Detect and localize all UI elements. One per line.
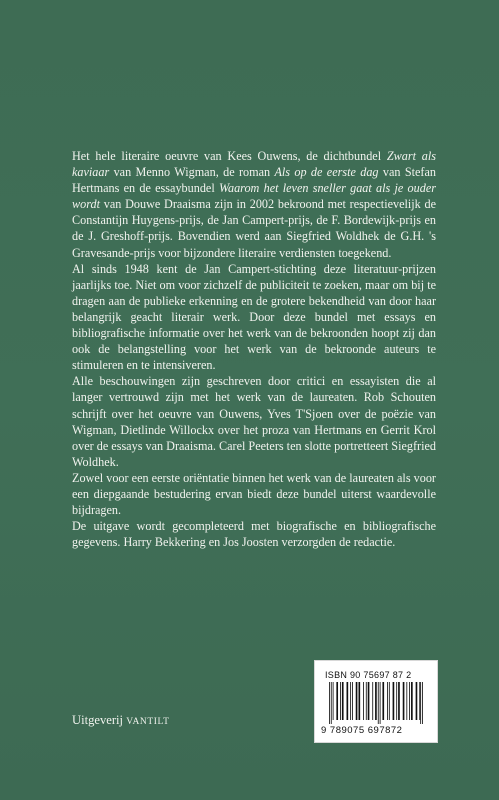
blurb-text [72, 148, 436, 550]
barcode-icon [329, 682, 425, 724]
blurb-paragraph-3: Alle beschouwingen zijn geschreven door critici en essayisten die al langer vertrouwd zijn met het werk van de laureaten. Rob Schouten schrijft over het oeuvre van Ouwens, Yves T'Sjoen over de poëzie van Wigman, Dietlinde Willockx over het proza van Hertmans en Gerrit Krol over de essays van Draaisma. Carel Peeters ten slotte portretteert Siegfried Woldhek. [72, 374, 436, 469]
barcode-bar [363, 682, 364, 720]
barcode-bar [387, 682, 388, 720]
blurb-text-span: Het hele literaire oeuvre van Kees Ouwens, de dichtbundel [72, 149, 387, 163]
blurb-paragraph-2: Al sinds 1948 kent de Jan Campert-stichting deze literatuur-prijzen jaarlijks toe. Niet om voor zichzelf de publiciteit te zoeken, maar om bij te dragen aan de publieke erkenning en de grotere bekendheid van door haar belangrijk geacht literair werk. Door deze bundel met essays en bibliografische informatie over het werk van de bekroonden hoopt zij dan ook de belangstelling voor het werk van de bekroonde auteurs te stimuleren en te intensiveren. [72, 261, 436, 373]
barcode-bar [422, 682, 423, 724]
barcode-bar [331, 682, 332, 724]
barcode-bar [350, 682, 351, 720]
blurb-text-span: van Douwe Draaisma zijn in 2002 bekroond met respectievelijk de Constantijn Huygens-prijs, de Jan Campert-prijs, de F. Bordewijk-prijs en de J. Greshoff-prijs. Bovendien werd aan Siegfried Woldhek de G.H. 's Gravesande-prijs voor bijzondere literaire verdiensten toegekend. [72, 197, 436, 260]
barcode-bar [382, 682, 384, 720]
barcode-bar [340, 682, 341, 720]
ean-number: 9 789075 697872 [321, 725, 403, 736]
barcode-bar [378, 682, 379, 724]
book-title-als-op-de-eerste-dag: Als op de eerste dag [274, 165, 379, 180]
barcode-bar [396, 682, 397, 720]
barcode-bar [398, 682, 400, 720]
barcode-bar [333, 682, 334, 720]
book-title-waarom-het-leven: Waarom het leven sneller gaat als je ouder wordt [72, 181, 436, 212]
isbn-number: ISBN 90 75697 87 2 [325, 670, 412, 680]
barcode-bar [380, 682, 381, 724]
book-title-zwart-als-kaviaar: Zwart als kaviaar [72, 149, 436, 180]
blurb-text-span: van Stefan Hertmans en de essaybundel [72, 165, 436, 196]
barcode-bar [372, 682, 373, 720]
blurb-text-span: van Menno Wigman, de roman [109, 165, 275, 180]
barcode-bar [419, 682, 420, 720]
barcode-bar [406, 682, 407, 720]
publisher-imprint [72, 713, 169, 728]
barcode-bar [403, 682, 405, 720]
blurb-paragraph-5: De uitgave wordt gecompleteerd met biografische en bibliografische gegevens. Harry Bekkering en Jos Joosten verzorgden de redactie. [72, 519, 436, 550]
barcode-bar [411, 682, 413, 720]
barcode-bar [347, 682, 349, 720]
blurb-paragraph-4: Zowel voor een eerste oriëntatie binnen het werk van de laureaten als voor een diepgaande bestudering ervan biedt deze bundel uiterst waardevolle bijdragen. [72, 470, 436, 518]
barcode-bar [358, 682, 360, 720]
barcode-bar [416, 682, 418, 720]
blurb-paragraph-1 [72, 148, 436, 261]
barcode-bar [352, 682, 353, 720]
barcode-bar [336, 682, 338, 720]
barcode-bar [356, 682, 358, 720]
barcode-bar [366, 682, 367, 720]
publisher-imprint-name: VANTILT [126, 717, 170, 727]
barcode-bar [375, 682, 377, 720]
barcode-bar [368, 682, 370, 720]
barcode-bar [342, 682, 344, 720]
barcode-bar [389, 682, 390, 720]
barcode-bar [393, 682, 395, 720]
barcode-bar [420, 682, 421, 724]
barcode-bar [329, 682, 330, 724]
publisher-name: Uitgeverij [72, 713, 124, 727]
barcode-bar [409, 682, 410, 720]
isbn-barcode [314, 660, 438, 743]
